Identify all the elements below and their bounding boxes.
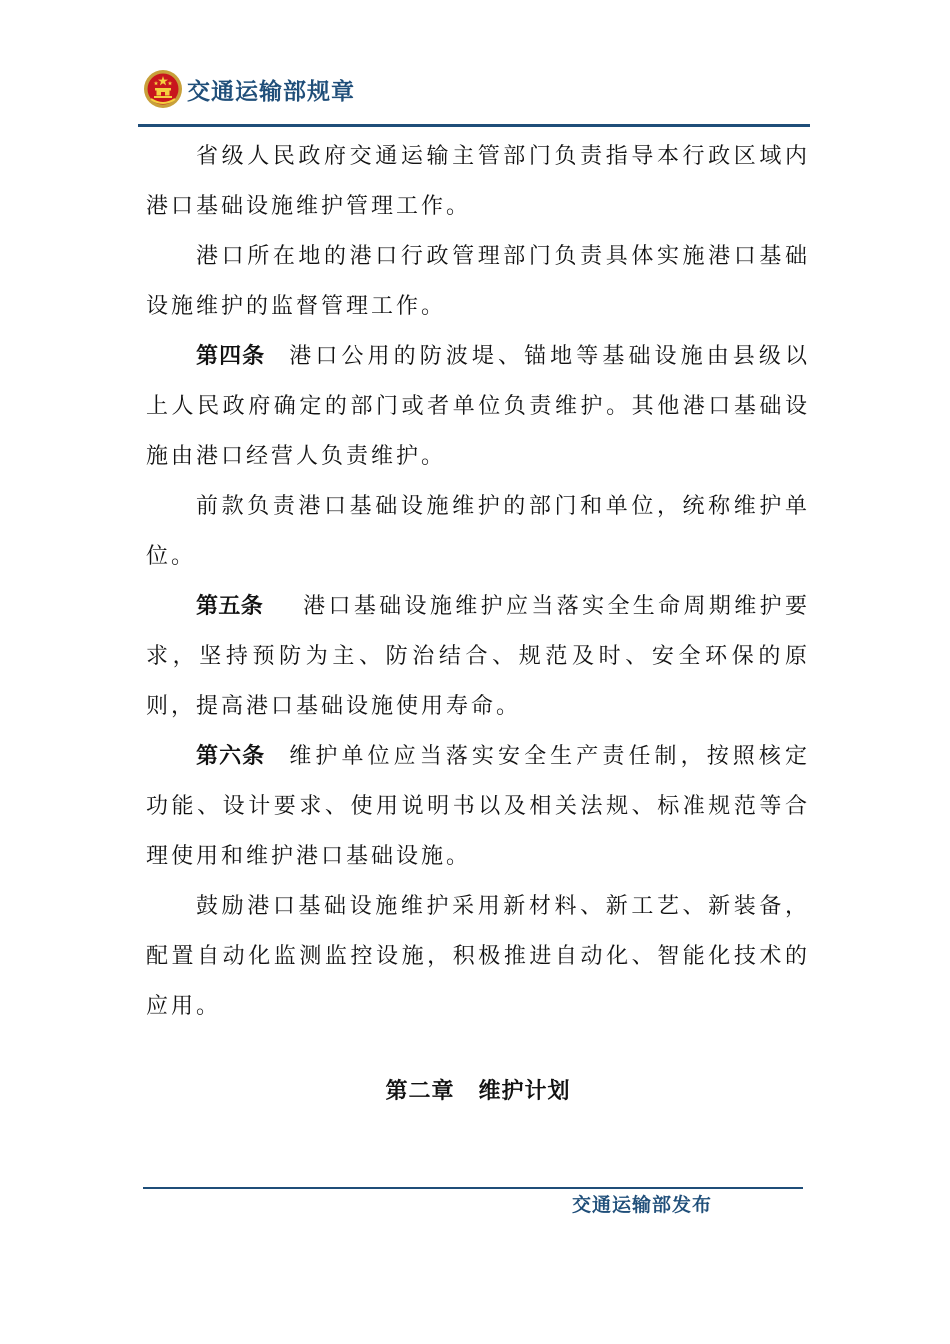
article-number: 第五条	[196, 594, 264, 619]
paragraph	[146, 132, 810, 232]
paragraph-text: 港口基础设施维护应当落实全生命周期维护要求，坚持预防为主、防治结合、规范及时、安全环保的原则，提高港口基础设施使用寿命。	[146, 594, 810, 719]
article-number: 第六条	[196, 744, 266, 769]
footer-divider	[143, 1187, 803, 1189]
header-divider	[138, 124, 810, 127]
paragraph	[146, 232, 810, 332]
paragraph-text: 省级人民政府交通运输主管部门负责指导本行政区域内港口基础设施维护管理工作。	[146, 144, 810, 219]
document-body	[146, 132, 810, 1032]
national-emblem-icon	[143, 69, 183, 109]
article-number: 第四条	[196, 344, 266, 369]
paragraph	[146, 482, 810, 582]
paragraph-text: 前款负责港口基础设施维护的部门和单位，统称维护单位。	[146, 494, 810, 569]
paragraph	[146, 882, 810, 1032]
article-paragraph	[146, 582, 810, 732]
paragraph-text: 港口所在地的港口行政管理部门负责具体实施港口基础设施维护的监督管理工作。	[146, 244, 810, 319]
page-header	[143, 66, 805, 112]
chapter-number: 第二章	[385, 1079, 455, 1104]
header-title: 交通运输部规章	[187, 78, 355, 105]
paragraph-text: 维护单位应当落实安全生产责任制，按照核定功能、设计要求、使用说明书以及相关法规、标准规范等合理使用和维护港口基础设施。	[146, 744, 810, 869]
chapter-title: 维护计划	[478, 1079, 571, 1104]
paragraph-text: 鼓励港口基础设施维护采用新材料、新工艺、新装备，配置自动化监测监控设施，积极推进自动化、智能化技术的应用。	[146, 894, 810, 1019]
chapter-heading	[146, 1074, 810, 1105]
article-paragraph	[146, 332, 810, 482]
paragraph-text: 港口公用的防波堤、锚地等基础设施由县级以上人民政府确定的部门或者单位负责维护。其他港口基础设施由港口经营人负责维护。	[146, 344, 810, 469]
footer-publisher: 交通运输部发布	[572, 1194, 713, 1216]
article-paragraph	[146, 732, 810, 882]
